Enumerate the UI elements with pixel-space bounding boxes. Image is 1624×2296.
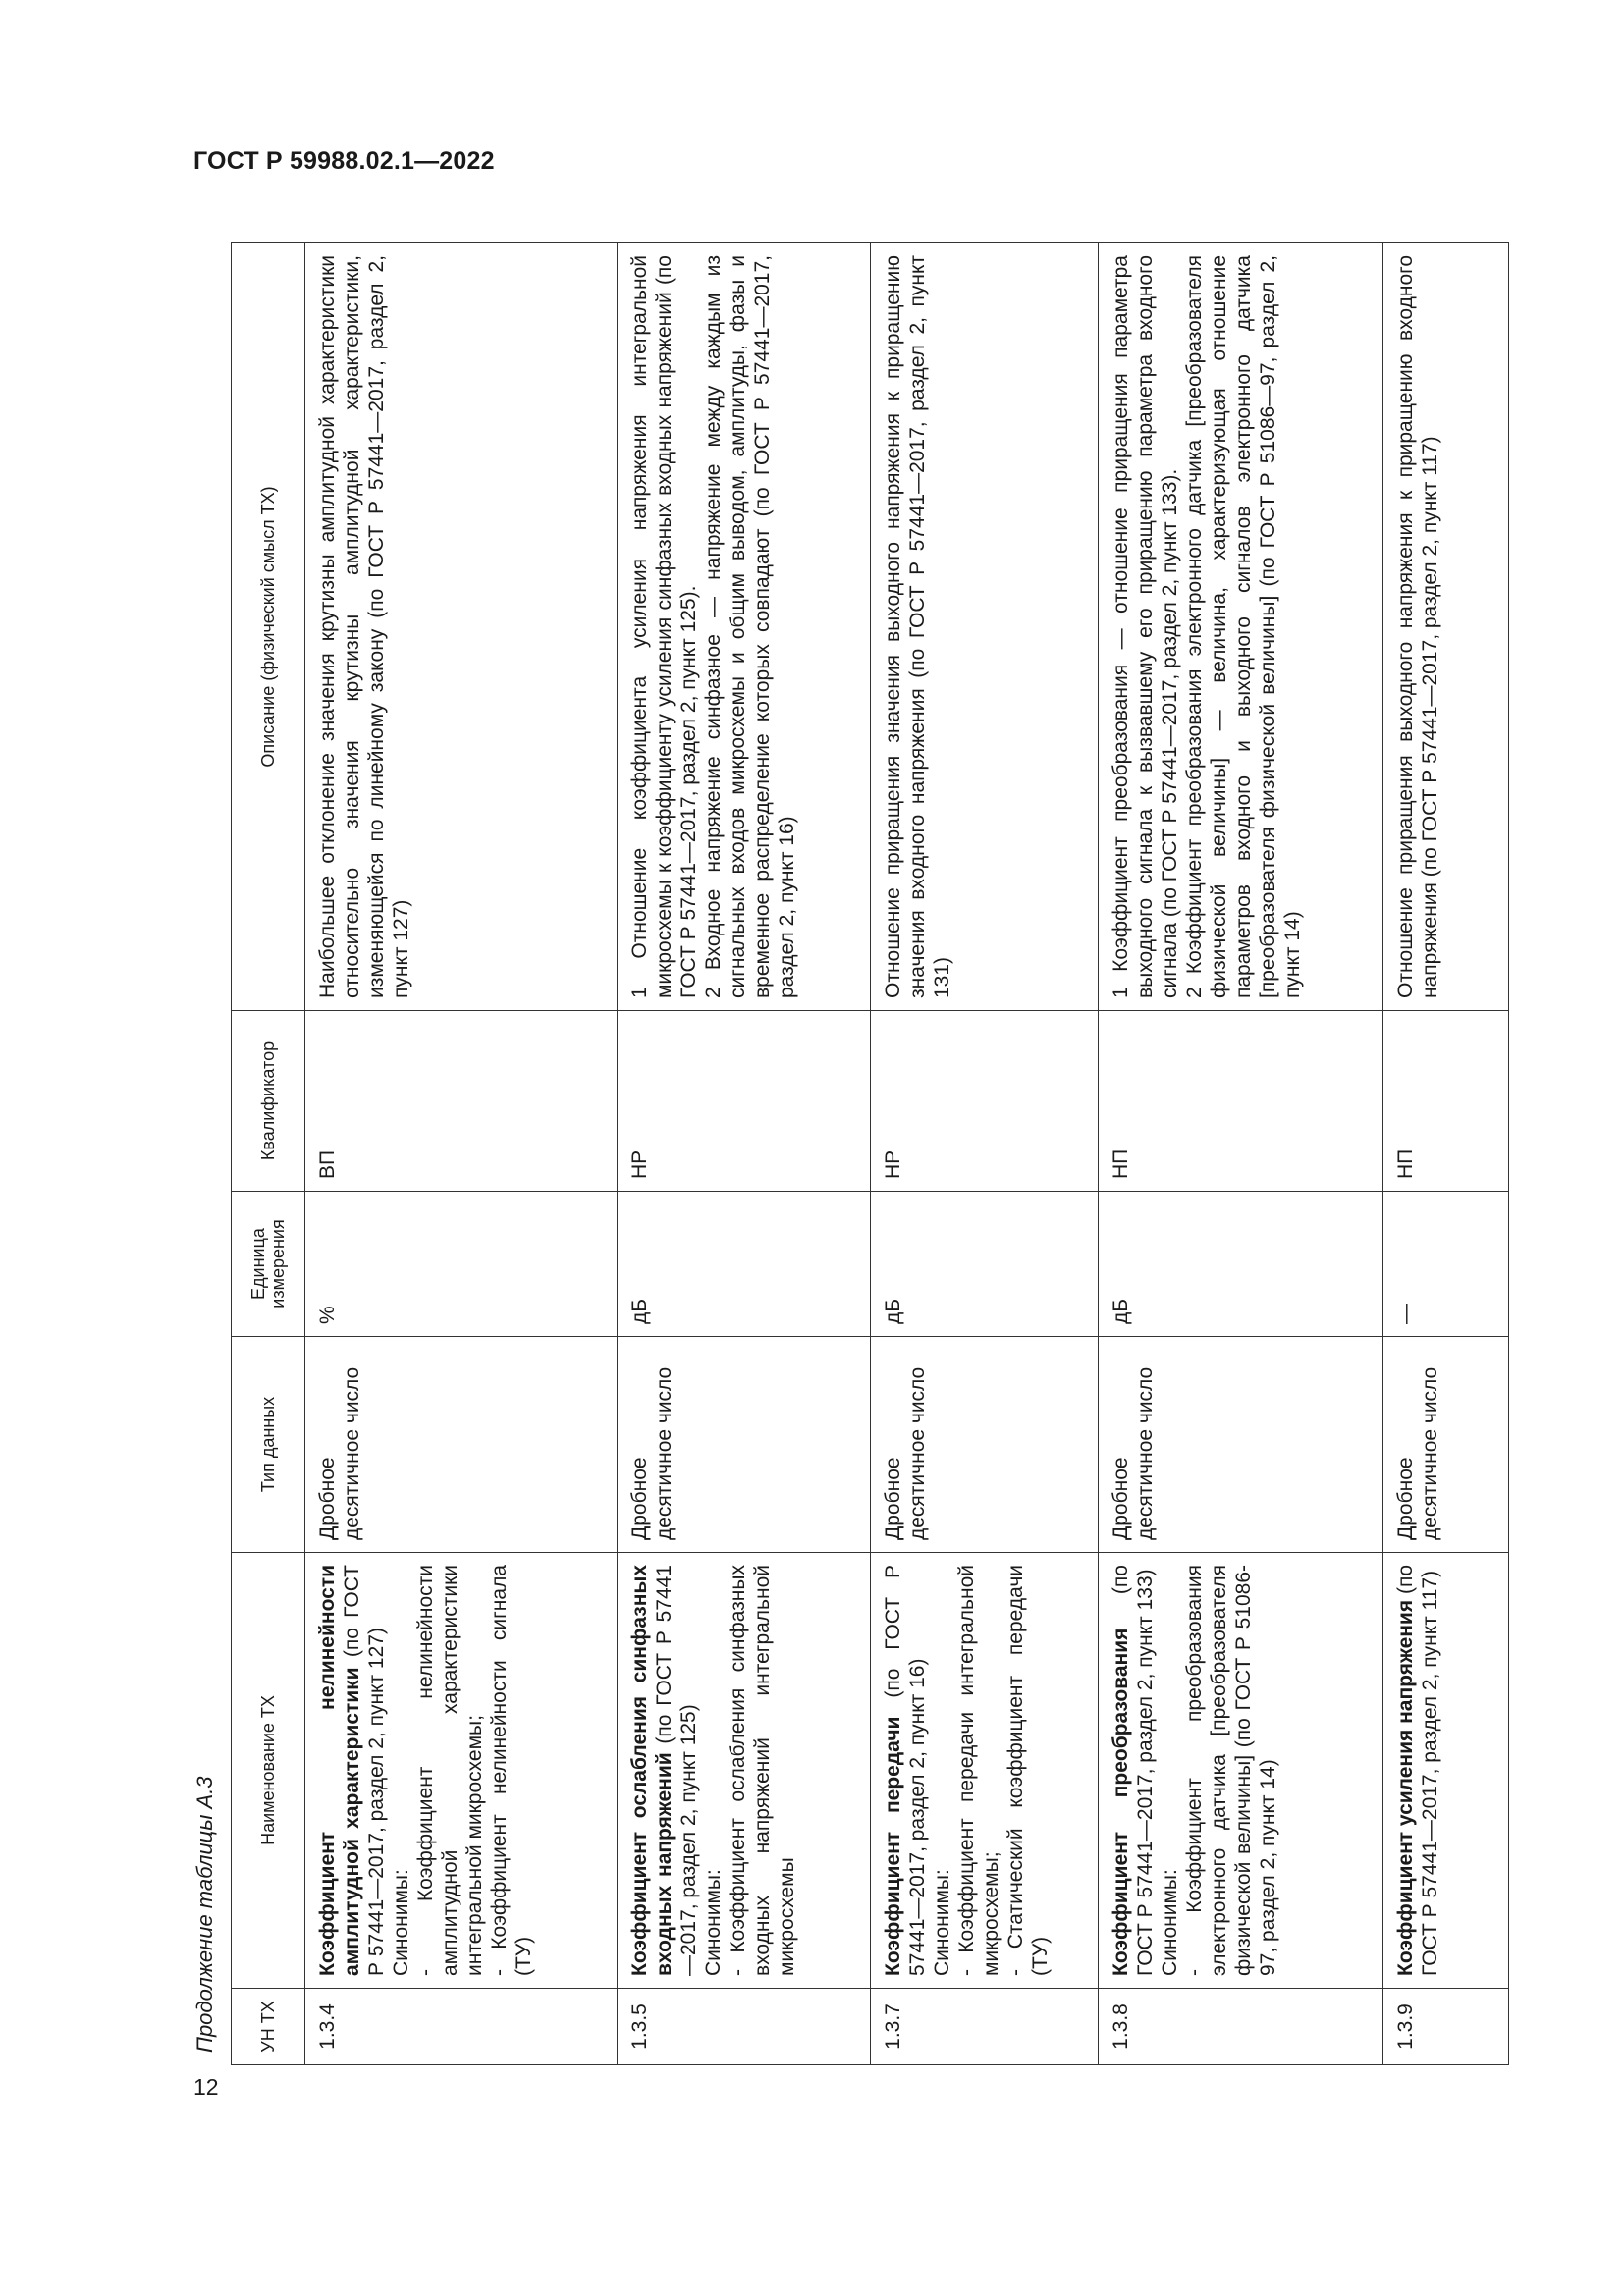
name-bold: Коэффициент нелинейности амплитудной характеристики	[316, 1565, 363, 1976]
name-text	[1393, 1565, 1442, 1976]
synonyms-title: Синонимы:	[931, 1869, 953, 1976]
cell-description	[618, 243, 871, 1011]
cell-unit: дБ	[618, 1192, 871, 1337]
table-row	[1099, 243, 1383, 2065]
description-paragraph: Отношение приращения значения выходного напряжения к приращению значения входного напряжения (по ГОСТ Р 57441—2017, раздел 2, пункт 131)	[882, 255, 953, 998]
cell-data-type: Дробное десятичное число	[1383, 1337, 1509, 1553]
cell-id: 1.3.4	[305, 1989, 618, 2065]
cell-unit: дБ	[1099, 1192, 1383, 1337]
synonym-item: - Коэффициент ослабления синфазных входных напряжений интегральной микросхемы	[727, 1565, 798, 1976]
synonyms-title: Синонимы:	[702, 1869, 725, 1976]
cell-id: 1.3.7	[871, 1989, 1099, 2065]
name-bold: Коэффициент усиления напряжения	[1394, 1599, 1417, 1976]
description-paragraph: 2 Входное напряжение синфазное — напряжение между каждым из сигнальных входов микросхемы и общим выводом, амплитуды, фазы и временное распределение которых совпадают (по ГОСТ Р 57441—2017, раздел 2, пункт 16)	[702, 255, 798, 998]
table-header-row	[232, 243, 305, 2065]
table-row	[618, 243, 871, 2065]
cell-data-type: Дробное десятичное число	[1099, 1337, 1383, 1553]
cell-name	[1099, 1553, 1383, 1989]
synonym-item: - Коэффициент нелинейности сигнала (ТУ)	[488, 1565, 535, 1976]
synonyms-title: Синонимы:	[1159, 1869, 1181, 1976]
name-reference: (по ГОСТ Р 57441—2017, раздел 2, пункт 133)	[1110, 1565, 1157, 1976]
description-paragraph: Отношение приращения выходного напряжения к приращению входного напряжения (по ГОСТ Р 57441—2017, раздел 2, пункт 117)	[1394, 255, 1441, 998]
cell-description	[871, 243, 1099, 1011]
synonym-item: - Коэффициент передачи интегральной микросхемы;	[955, 1565, 1002, 1976]
col-header-qualifier: Квалификатор	[232, 1011, 305, 1192]
cell-qualifier: НР	[618, 1011, 871, 1192]
cell-name	[618, 1553, 871, 1989]
synonym-item: - Коэффициент преобразования электронного датчика [преобразователя физической величины] (по ГОСТ Р 51086-97, раздел 2, пункт 14)	[1183, 1565, 1279, 1976]
cell-description	[1099, 243, 1383, 1011]
description-paragraph: Наибольшее отклонение значения крутизны амплитудной характеристики относительно значения крутизны амплитудной характеристики, изменяющейся по линейному закону (по ГОСТ Р 57441—2017, раздел 2, пункт 127)	[316, 255, 412, 998]
col-header-id: УН ТХ	[232, 1989, 305, 2065]
cell-unit: %	[305, 1192, 618, 1337]
name-reference: (по ГОСТ Р 57441—2017, раздел 2, пункт 125)	[653, 1565, 700, 1976]
name-text	[881, 1565, 930, 1976]
name-reference: (по ГОСТ Р 57441—2017, раздел 2, пункт 117)	[1394, 1565, 1441, 1976]
col-header-description: Описание (физический смысл ТХ)	[232, 243, 305, 1011]
page-number: 12	[193, 2074, 219, 2100]
table-row	[871, 243, 1099, 2065]
cell-data-type: Дробное десятичное число	[618, 1337, 871, 1553]
cell-id: 1.3.5	[618, 1989, 871, 2065]
cell-data-type: Дробное десятичное число	[871, 1337, 1099, 1553]
name-text	[1109, 1565, 1158, 1976]
cell-qualifier: НР	[871, 1011, 1099, 1192]
synonym-item: - Статический коэффициент передачи (ТУ)	[1004, 1565, 1052, 1976]
characteristics-table	[231, 242, 1509, 2065]
cell-description	[1383, 243, 1509, 1011]
name-reference: (по ГОСТ Р 57441—2017, раздел 2, пункт 16)	[882, 1565, 929, 1976]
cell-data-type: Дробное десятичное число	[305, 1337, 618, 1553]
cell-name	[305, 1553, 618, 1989]
synonyms-title: Синонимы:	[390, 1869, 412, 1976]
cell-id: 1.3.9	[1383, 1989, 1509, 2065]
name-bold: Коэффициент ослабления синфазных входных напряжений	[628, 1565, 676, 1976]
name-bold: Коэффициент преобразования	[1110, 1628, 1132, 1976]
table-row	[1383, 243, 1509, 2065]
description-paragraph: 2 Коэффициент преобразования электронного датчика [преобразователя физической величины] — величина, характеризующая отношение параметров входного и выходного сигналов электронного датчика [преобразователя физической величины] (по ГОСТ Р 51086—97, раздел 2, пункт 14)	[1183, 255, 1304, 998]
cell-unit: дБ	[871, 1192, 1099, 1337]
synonym-item: - Коэффициент нелинейности амплитудной характеристики интегральной микросхемы;	[414, 1565, 486, 1976]
cell-unit: —	[1383, 1192, 1509, 1337]
cell-qualifier: НП	[1383, 1011, 1509, 1192]
col-header-type: Тип данных	[232, 1337, 305, 1553]
name-text	[627, 1565, 701, 1976]
description-paragraph: 1 Коэффициент преобразования — отношение приращения параметра выходного сигнала к вызвавшему его приращению параметра входного сигнала (по ГОСТ Р 57441—2017, раздел 2, пункт 133).	[1110, 255, 1181, 998]
cell-qualifier: НП	[1099, 1011, 1383, 1192]
cell-id: 1.3.8	[1099, 1989, 1383, 2065]
cell-name	[1383, 1553, 1509, 1989]
name-bold: Коэффициент передачи	[882, 1716, 904, 1976]
table-row	[305, 243, 618, 2065]
name-text	[315, 1565, 389, 1976]
table-caption: Продолжение таблицы А.3	[192, 1776, 217, 2053]
cell-description	[305, 243, 618, 1011]
cell-qualifier: ВП	[305, 1011, 618, 1192]
document-code: ГОСТ Р 59988.02.1—2022	[193, 147, 495, 175]
col-header-unit: Единица измерения	[232, 1192, 305, 1337]
description-paragraph: 1 Отношение коэффициента усиления напряжения интегральной микросхемы к коэффициенту усиления синфазных входных напряжений (по ГОСТ Р 57441—2017, раздел 2, пункт 125).	[628, 255, 700, 998]
cell-name	[871, 1553, 1099, 1989]
rotated-table-block	[187, 241, 1502, 2067]
col-header-name: Наименование ТХ	[232, 1553, 305, 1989]
name-reference: (по ГОСТ Р 57441—2017, раздел 2, пункт 127)	[341, 1565, 388, 1976]
